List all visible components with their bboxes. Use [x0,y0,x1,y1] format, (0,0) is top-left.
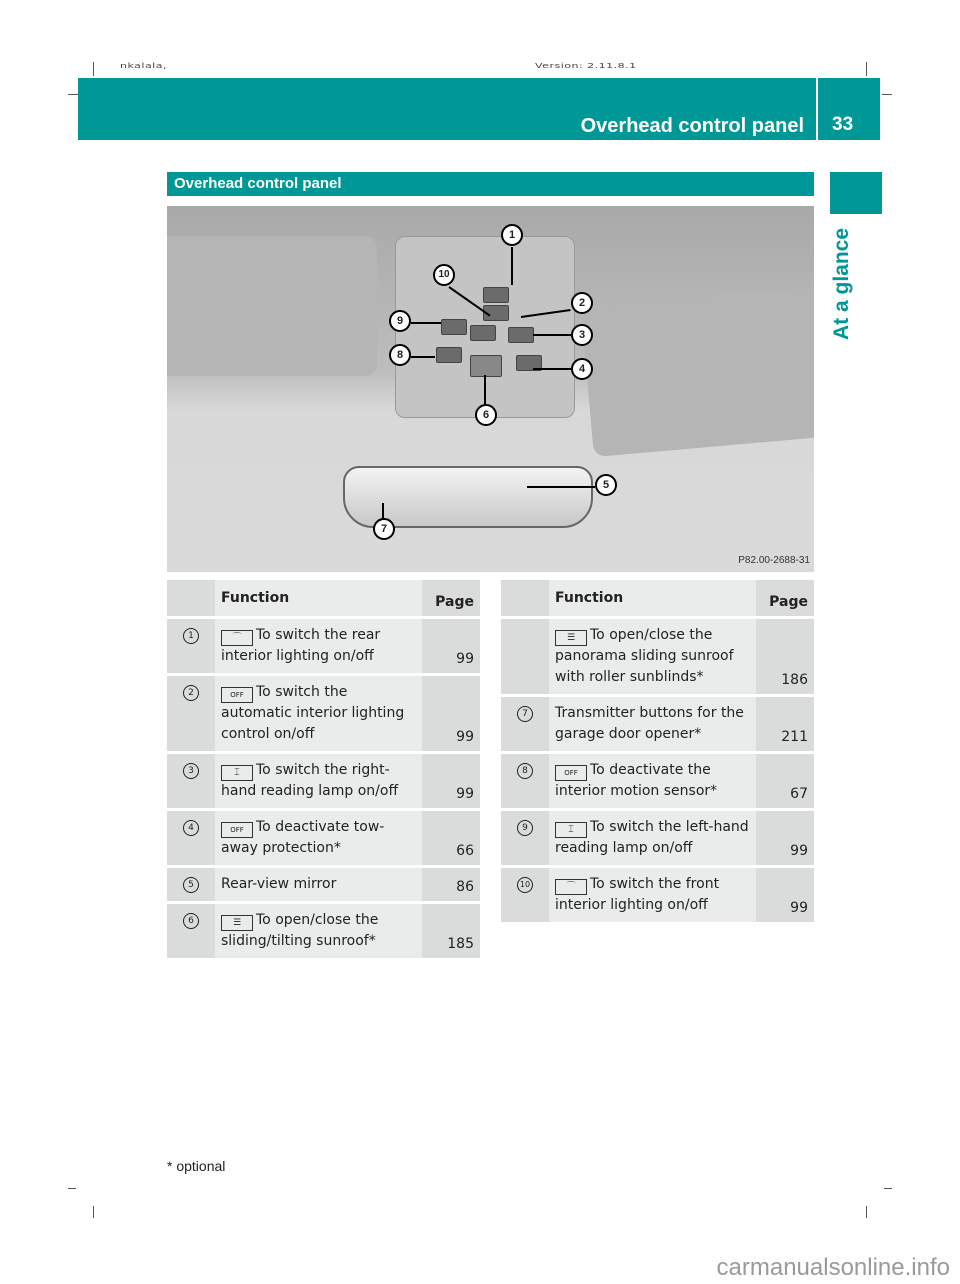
page-ref: 99 [756,867,814,924]
callout-4: 4 [571,358,593,380]
callout-8: 8 [389,344,411,366]
section-title: Overhead control panel [174,175,342,192]
crop-mark [866,1206,867,1218]
item-number: 8 [517,763,533,779]
callout-5: 5 [595,474,617,496]
page-number-box [818,78,880,140]
leader-line [527,486,595,488]
overhead-panel-illustration [167,206,814,572]
table-row [501,753,814,810]
callout-9: 9 [389,310,411,332]
crop-mark [93,62,94,76]
rear-interior-light-icon: ⌒ [221,630,253,646]
table-row [167,810,480,867]
table-row [167,618,480,675]
front-interior-light-icon: ⌒ [555,879,587,895]
item-number: 10 [517,877,533,893]
function-text: To open/close the sliding/tilting sunroof* [221,912,379,949]
col-header-function: Function [549,580,756,618]
page-ref: 66 [422,810,480,867]
col-header-page: Page [756,580,814,618]
table-header-row [167,580,480,618]
page-ref: 185 [422,903,480,960]
panorama-sunroof-icon: ☰ [555,630,587,646]
right-sun-visor [581,285,814,457]
page-ref: 99 [422,753,480,810]
page-ref: 99 [422,618,480,675]
leader-line [533,368,571,370]
crop-mark [93,1206,94,1218]
col-header-function: Function [215,580,422,618]
item-number: 3 [183,763,199,779]
left-sun-visor [167,236,377,376]
crop-mark [68,1188,76,1189]
page-ref: 211 [756,696,814,753]
callout-1: 1 [501,224,523,246]
item-number: 5 [183,877,199,893]
table-row [167,903,480,960]
crop-mark [866,62,867,76]
motion-sensor-button [436,347,462,363]
callout-10: 10 [433,264,455,286]
function-text: To open/close the panorama sliding sunroof with roller sunblinds* [555,627,734,685]
function-text: To deactivate tow-away protection* [221,819,385,856]
item-number: 2 [183,685,199,701]
leader-line [382,503,384,519]
table-row [167,867,480,903]
page-ref: 99 [756,810,814,867]
page-title: Overhead control panel [580,115,804,137]
table-header-row [501,580,814,618]
function-text: To switch the right-hand reading lamp on/off [221,762,399,799]
col-header-num [167,580,215,618]
table-row [501,867,814,924]
sunroof-icon: ☰ [221,915,253,931]
left-reading-lamp-button [441,319,467,335]
reading-lamp-left-icon: ⌶ [555,822,587,838]
table-row [167,675,480,753]
callout-7: 7 [373,518,395,540]
chapter-label: At a glance [830,227,853,340]
item-number: 7 [517,706,533,722]
leader-line [511,247,513,285]
callout-3: 3 [571,324,593,346]
figure-code: P82.00-2688-31 [738,555,810,566]
callout-2: 2 [571,292,593,314]
item-number: 9 [517,820,533,836]
page-ref: 186 [756,618,814,696]
crop-mark [68,94,78,95]
leader-line [533,334,571,336]
print-meta-left: nkalala, [120,62,167,70]
rear-light-button [483,287,509,303]
page-header [78,78,816,140]
section-header [167,172,814,196]
function-text: To switch the automatic interior lighting control on/off [221,684,405,742]
function-text: Rear-view mirror [221,876,337,892]
right-reading-lamp-button [508,327,534,343]
chapter-tab-marker [830,172,882,214]
sunroof-switch [470,355,502,377]
item-number: 1 [183,628,199,644]
function-text: To switch the front interior lighting on/off [555,876,720,913]
watermark: carmanualsonline.info [716,1254,950,1281]
function-text: To deactivate the interior motion sensor* [555,762,718,799]
function-text: To switch the rear interior lighting on/off [221,627,381,664]
table-row [501,696,814,753]
function-text: Transmitter buttons for the garage door opener* [555,705,744,742]
col-header-num [501,580,549,618]
page-ref: 86 [422,867,480,903]
page-ref: 99 [422,675,480,753]
leader-line [411,356,435,358]
print-meta-center: Version: 2.11.8.1 [535,62,637,70]
leader-line [411,322,441,324]
callout-6: 6 [475,404,497,426]
crop-mark [882,94,892,95]
table-row [501,810,814,867]
item-number: 6 [183,913,199,929]
function-text: To switch the left-hand reading lamp on/off [555,819,749,856]
function-table-left [167,580,480,961]
function-table-right [501,580,814,925]
page-ref: 67 [756,753,814,810]
table-row [501,618,814,696]
item-number: 4 [183,820,199,836]
reading-lamp-right-icon: ⌶ [221,765,253,781]
col-header-page: Page [422,580,480,618]
page-number: 33 [832,114,854,135]
front-light-button [470,325,496,341]
auto-interior-light-off-icon: OFF [221,687,253,703]
leader-line [484,375,486,405]
tow-away-off-icon: OFF [221,822,253,838]
footnote-optional: * optional [167,1158,226,1174]
crop-mark [884,1188,892,1189]
table-row [167,753,480,810]
motion-sensor-off-icon: OFF [555,765,587,781]
